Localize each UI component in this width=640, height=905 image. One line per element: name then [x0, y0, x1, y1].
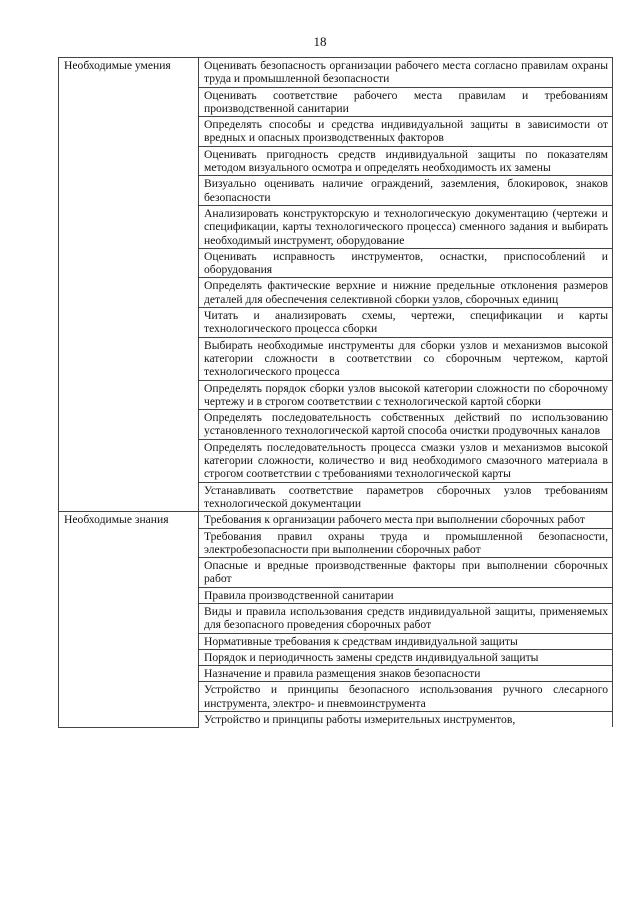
requirement-item: Оценивать соответствие рабочего места правилам и требованиям производственной санитарии — [199, 87, 613, 117]
requirement-item: Определять последовательность процесса смазки узлов и механизмов высокой категории сложности, количество и вид необходимого смазочного материала в строгом соответствии с требованиями технологической карты — [199, 439, 613, 482]
requirement-item: Оценивать безопасность организации рабочего места согласно правилам охраны труда и промышленной безопасности — [199, 58, 613, 88]
requirement-item: Нормативные требования к средствам индивидуальной защиты — [199, 633, 613, 649]
table-row — [59, 58, 613, 88]
section-label: Необходимые умения — [59, 58, 199, 512]
requirement-item: Требования к организации рабочего места при выполнении сборочных работ — [199, 512, 613, 528]
requirement-item: Правила производственной санитарии — [199, 587, 613, 603]
requirement-item: Требования правил охраны труда и промышленной безопасности, электробезопасности при выполнении сборочных работ — [199, 528, 613, 558]
section-label: Необходимые знания — [59, 512, 199, 728]
requirement-item: Порядок и периодичность замены средств индивидуальной защиты — [199, 649, 613, 665]
page-number: 18 — [313, 34, 327, 49]
table-row — [59, 512, 613, 528]
requirement-item: Устройство и принципы безопасного использования ручного слесарного инструмента, электро- и пневмоинструмента — [199, 682, 613, 712]
requirement-item: Выбирать необходимые инструменты для сборки узлов и механизмов высокой категории сложности в соответствии со сборочным чертежом, картой технологического процесса — [199, 337, 613, 380]
requirement-item: Анализировать конструкторскую и технологическую документацию (чертежи и спецификации, карты технологического процесса) сменного задания и выбирать необходимый инструмент, оборудование — [199, 205, 613, 248]
requirement-item: Визуально оценивать наличие ограждений, заземления, блокировок, знаков безопасности — [199, 176, 613, 206]
requirement-item: Определять фактические верхние и нижние предельные отклонения размеров деталей для обеспечения селективной сборки узлов, сборочных единиц — [199, 278, 613, 308]
requirement-item: Определять последовательность собственных действий по использованию установленного технологической картой способа очистки продувочных каналов — [199, 410, 613, 440]
requirement-item: Оценивать пригодность средств индивидуальной защиты по показателям методом визуального осмотра и определять необходимость их замены — [199, 146, 613, 176]
requirement-item: Читать и анализировать схемы, чертежи, спецификации и карты технологического процесса сборки — [199, 308, 613, 338]
requirement-item: Определять способы и средства индивидуальной защиты в зависимости от вредных и опасных производственных факторов — [199, 117, 613, 147]
requirement-item: Устанавливать соответствие параметров сборочных узлов требованиям технологической документации — [199, 482, 613, 512]
requirement-item: Назначение и правила размещения знаков безопасности — [199, 666, 613, 682]
requirement-item: Оценивать исправность инструментов, оснастки, приспособлений и оборудования — [199, 248, 613, 278]
competency-table — [58, 57, 613, 728]
requirement-item: Определять порядок сборки узлов высокой категории сложности по сборочному чертежу и в строгом соответствии с технологической картой сборки — [199, 380, 613, 410]
requirement-item: Виды и правила использования средств индивидуальной защиты, применяемых для безопасного проведения сборочных работ — [199, 603, 613, 633]
requirement-item: Устройство и принципы работы измерительных инструментов, — [199, 712, 613, 728]
requirement-item: Опасные и вредные производственные факторы при выполнении сборочных работ — [199, 558, 613, 588]
